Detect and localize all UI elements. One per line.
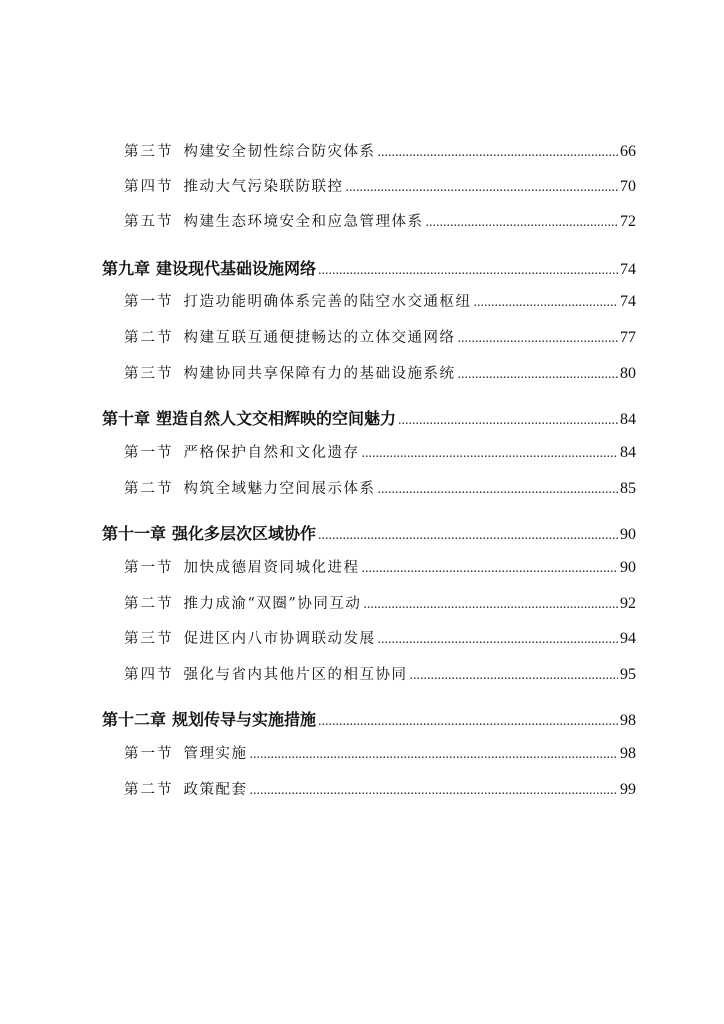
toc-entry-page: 70 — [620, 178, 636, 195]
toc-entry-number: 第三节 — [124, 144, 174, 160]
toc-entry-page: 95 — [620, 666, 636, 683]
dot-leader — [378, 632, 619, 648]
toc-entry-page: 98 — [620, 745, 636, 762]
toc-entry-title: 推力成渝“双圈”协同互动 — [183, 596, 362, 612]
toc-entry-page: 90 — [620, 559, 636, 576]
toc-entry-page: 92 — [620, 595, 636, 612]
dot-leader — [250, 747, 619, 763]
dot-leader — [362, 561, 619, 577]
dot-leader — [378, 482, 619, 498]
toc-entry-number: 第二节 — [124, 596, 174, 612]
dot-leader — [398, 413, 618, 429]
toc-entry-page: 94 — [620, 630, 636, 647]
toc-entry[interactable] — [124, 362, 636, 383]
toc-entry-number: 第四节 — [124, 667, 174, 683]
toc-entry-title: 推动大气污染联防联控 — [183, 179, 344, 195]
toc-entry-number: 第五节 — [124, 214, 174, 230]
toc-chapter-title: 建设现代基础设施网络 — [156, 259, 317, 278]
dot-leader — [458, 331, 619, 347]
toc-entry-number: 第一节 — [124, 560, 174, 576]
toc-entry-title: 强化与省内其他片区的相互协同 — [183, 667, 408, 683]
toc-entry[interactable] — [124, 778, 636, 799]
toc-chapter-entry[interactable] — [102, 521, 636, 544]
dot-leader — [426, 215, 619, 231]
toc-chapter-page: 98 — [620, 712, 636, 729]
toc-entry-number: 第二节 — [124, 330, 174, 346]
dot-leader — [410, 668, 619, 684]
toc-entry-title: 构建互联互通便捷畅达的立体交通网络 — [183, 330, 456, 346]
toc-entry-title: 加快成德眉资同城化进程 — [183, 560, 360, 576]
toc-entry[interactable] — [124, 326, 636, 347]
toc-entry-number: 第三节 — [124, 631, 174, 647]
dot-leader — [318, 714, 618, 730]
toc-entry-title: 促进区内八市协调联动发展 — [183, 631, 376, 647]
toc-entry-page: 84 — [620, 444, 636, 461]
dot-leader — [378, 145, 619, 161]
toc-entry-title: 打造功能明确体系完善的陆空水交通枢纽 — [183, 294, 472, 310]
toc-entry-title: 构筑全域魅力空间展示体系 — [183, 481, 376, 497]
dot-leader — [318, 263, 618, 279]
toc-entry[interactable] — [124, 140, 636, 161]
toc-chapter-title: 强化多层次区域协作 — [172, 524, 317, 543]
toc-chapter-number: 第十一章 — [102, 524, 167, 543]
toc-entry-title: 严格保护自然和文化遗存 — [183, 445, 360, 461]
toc-entry-page: 74 — [620, 293, 636, 310]
toc-entry-title: 构建安全韧性综合防灾体系 — [183, 144, 376, 160]
toc-entry[interactable] — [124, 556, 636, 577]
toc-entry-number: 第四节 — [124, 179, 174, 195]
toc-entry-page: 66 — [620, 143, 636, 160]
toc-chapter-number: 第十章 — [102, 409, 151, 428]
toc-entry[interactable] — [124, 592, 636, 613]
toc-chapter-title: 规划传导与实施措施 — [172, 710, 317, 729]
dot-leader — [250, 783, 619, 799]
toc-chapter-page: 90 — [620, 526, 636, 543]
toc-entry-title: 政策配套 — [183, 782, 248, 798]
dot-leader — [474, 295, 619, 311]
toc-entry-title: 构建生态环境安全和应急管理体系 — [183, 214, 424, 230]
toc-entry-title: 管理实施 — [183, 746, 248, 762]
toc-entry[interactable] — [124, 477, 636, 498]
toc-entry-page: 77 — [620, 329, 636, 346]
toc-entry[interactable] — [124, 210, 636, 231]
toc-entry-title: 构建协同共享保障有力的基础设施系统 — [183, 366, 456, 382]
toc-chapter-entry[interactable] — [102, 256, 636, 279]
toc-entry[interactable] — [124, 627, 636, 648]
toc-entry-page: 80 — [620, 365, 636, 382]
toc-entry-number: 第三节 — [124, 366, 174, 382]
toc-entry-page: 72 — [620, 213, 636, 230]
toc-entry-page: 85 — [620, 480, 636, 497]
dot-leader — [363, 597, 618, 613]
toc-entry[interactable] — [124, 742, 636, 763]
toc-chapter-number: 第十二章 — [102, 710, 167, 729]
dot-leader — [362, 446, 619, 462]
toc-entry-number: 第二节 — [124, 782, 174, 798]
toc-chapter-page: 74 — [620, 261, 636, 278]
toc-chapter-number: 第九章 — [102, 259, 151, 278]
toc-entry-number: 第一节 — [124, 294, 174, 310]
toc-chapter-entry[interactable] — [102, 406, 636, 429]
toc-chapter-page: 84 — [620, 411, 636, 428]
dot-leader — [458, 367, 619, 383]
toc-entry-page: 99 — [620, 781, 636, 798]
toc-entry-number: 第一节 — [124, 746, 174, 762]
dot-leader — [346, 180, 619, 196]
toc-entry[interactable] — [124, 441, 636, 462]
toc-entry[interactable] — [124, 290, 636, 311]
toc-entry[interactable] — [124, 175, 636, 196]
toc-chapter-entry[interactable] — [102, 707, 636, 730]
toc-entry-number: 第二节 — [124, 481, 174, 497]
toc-chapter-title: 塑造自然人文交相辉映的空间魅力 — [156, 409, 397, 428]
toc-entry-number: 第一节 — [124, 445, 174, 461]
toc-entry[interactable] — [124, 663, 636, 684]
dot-leader — [318, 528, 618, 544]
